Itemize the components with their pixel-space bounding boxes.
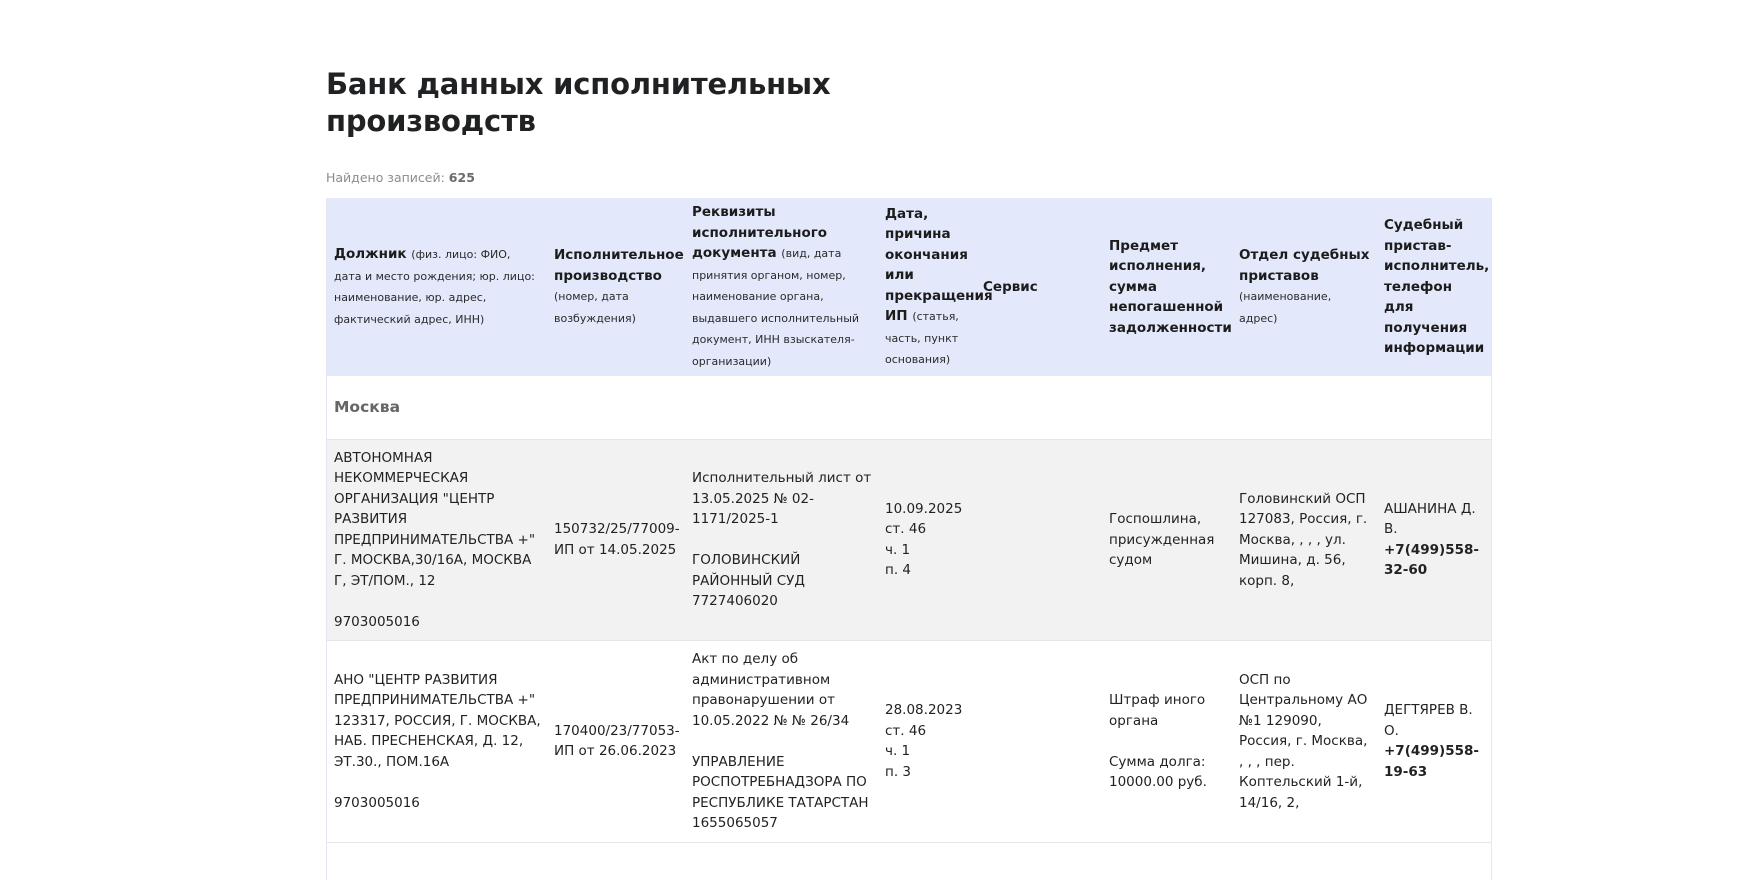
end-date: 28.08.2023: [885, 702, 963, 719]
cell-debtor: [327, 439, 547, 641]
cell-subject: [1102, 641, 1232, 843]
bailiff-name: АШАНИНА Д. В.: [1384, 500, 1476, 538]
table-row: [327, 641, 1491, 843]
debtor-name: АВТОНОМНАЯ НЕКОММЕРЧЕСКАЯ ОРГАНИЗАЦИЯ "ЦЕНТР РАЗВИТИЯ ПРЕДПРИНИМАТЕЛЬСТВА +" Г. МОСКВА,30/16А, МОСКВА Г, ЭТ/ПОМ., 12: [334, 449, 536, 589]
end-article: ст. 46: [885, 722, 927, 739]
records-found: [326, 170, 1490, 186]
cell-bailiff: [1377, 641, 1491, 843]
cell-service: [976, 439, 1102, 641]
cell-document: [685, 641, 878, 843]
header-service: Сервис: [983, 278, 1038, 295]
bailiff-name: ДЕГТЯРЕВ В. О.: [1384, 702, 1473, 739]
table-header: [327, 198, 1491, 376]
cell-document: [685, 439, 878, 641]
records-found-count: 625: [448, 170, 475, 185]
end-point: п. 3: [885, 763, 911, 780]
debtor-name: АНО "ЦЕНТР РАЗВИТИЯ ПРЕДПРИНИМАТЕЛЬСТВА +" 123317, РОССИЯ, Г. МОСКВА, НАБ. ПРЕСНЕНСКАЯ, Д. 12, ЭТ.30., ПОМ.16А: [334, 671, 541, 770]
document-details: Акт по делу об административном правонарушении от 10.05.2022 № № 26/34: [692, 651, 850, 729]
cell-end-date: [878, 439, 976, 641]
table-body: [327, 376, 1491, 842]
debtor-inn: 9703005016: [334, 613, 420, 630]
header-end-date: Дата, причина окончания или прекращения ИП (статья, часть, пункт основания): [885, 205, 993, 366]
debtor-inn: 9703005016: [334, 794, 420, 811]
end-point: п. 4: [885, 562, 911, 579]
cell-department: Головинский ОСП 127083, Россия, г. Москва, , , , ул. Мишина, д. 56, корп. 8,: [1239, 490, 1368, 589]
cell-subject: [1102, 439, 1232, 641]
cell-bailiff: [1377, 439, 1491, 641]
proceedings-table-wrapper[interactable]: [326, 198, 1492, 880]
header-bailiff: Судебный пристав-исполнитель, телефон для получения информации: [1384, 217, 1490, 357]
debt-amount: Сумма долга: 10000.00 руб.: [1109, 753, 1207, 790]
table-row: [327, 439, 1491, 641]
end-part: ч. 1: [885, 541, 911, 558]
cell-department: ОСП по Центральному АО №1 129090, Россия, г. Москва, , , , пер. Коптельский 1-й, 14/16, 2,: [1239, 671, 1368, 811]
cell-service: [976, 641, 1102, 843]
cell-proceeding: 170400/23/77053-ИП от 26.06.2023: [554, 722, 680, 760]
main-content: [326, 66, 1490, 186]
cell-debtor: [327, 641, 547, 843]
end-part: ч. 1: [885, 743, 911, 760]
end-article: ст. 46: [885, 521, 927, 538]
bailiff-phone[interactable]: +7(499)558-32-60: [1384, 541, 1480, 579]
header-debtor: Должник (физ. лицо: ФИО, дата и место рождения; юр. лицо: наименование, юр. адрес, фактический адрес, ИНН): [334, 246, 535, 326]
cell-proceeding: 150732/25/77009-ИП от 14.05.2025: [554, 521, 680, 558]
document-issuer: УПРАВЛЕНИЕ РОСПОТРЕБНАДЗОРА ПО РЕСПУБЛИКЕ ТАТАРСТАН 1655065057: [692, 753, 869, 831]
region-row: [327, 376, 1491, 439]
end-date: 10.09.2025: [885, 500, 963, 517]
cell-end-date: [878, 641, 976, 843]
header-document: Реквизиты исполнительного документа (вид, дата принятия органом, номер, наименование органа, выдавшего исполнительный документ, ИНН взыскателя-организации): [692, 204, 860, 368]
header-proceeding: Исполнительное производство (номер, дата возбуждения): [554, 247, 684, 325]
table-header-row: [327, 198, 1491, 376]
document-details: Исполнительный лист от 13.05.2025 № 02-1171/2025-1: [692, 470, 872, 527]
proceedings-table: [327, 198, 1491, 843]
document-issuer: ГОЛОВИНСКИЙ РАЙОННЫЙ СУД 7727406020: [692, 552, 805, 609]
bailiff-phone[interactable]: +7(499)558-19-63: [1384, 743, 1480, 780]
subject: Госпошлина, присужденная судом: [1109, 511, 1215, 568]
region-name: Москва: [334, 398, 401, 416]
header-department: Отдел судебных приставов (наименование, адрес): [1239, 247, 1370, 325]
page-title: Банк данных исполнительных производств: [326, 67, 831, 138]
records-found-label: Найдено записей:: [326, 170, 445, 185]
header-subject: Предмет исполнения, сумма непогашенной задолженности: [1109, 237, 1232, 336]
subject: Штраф иного органа: [1109, 692, 1206, 729]
